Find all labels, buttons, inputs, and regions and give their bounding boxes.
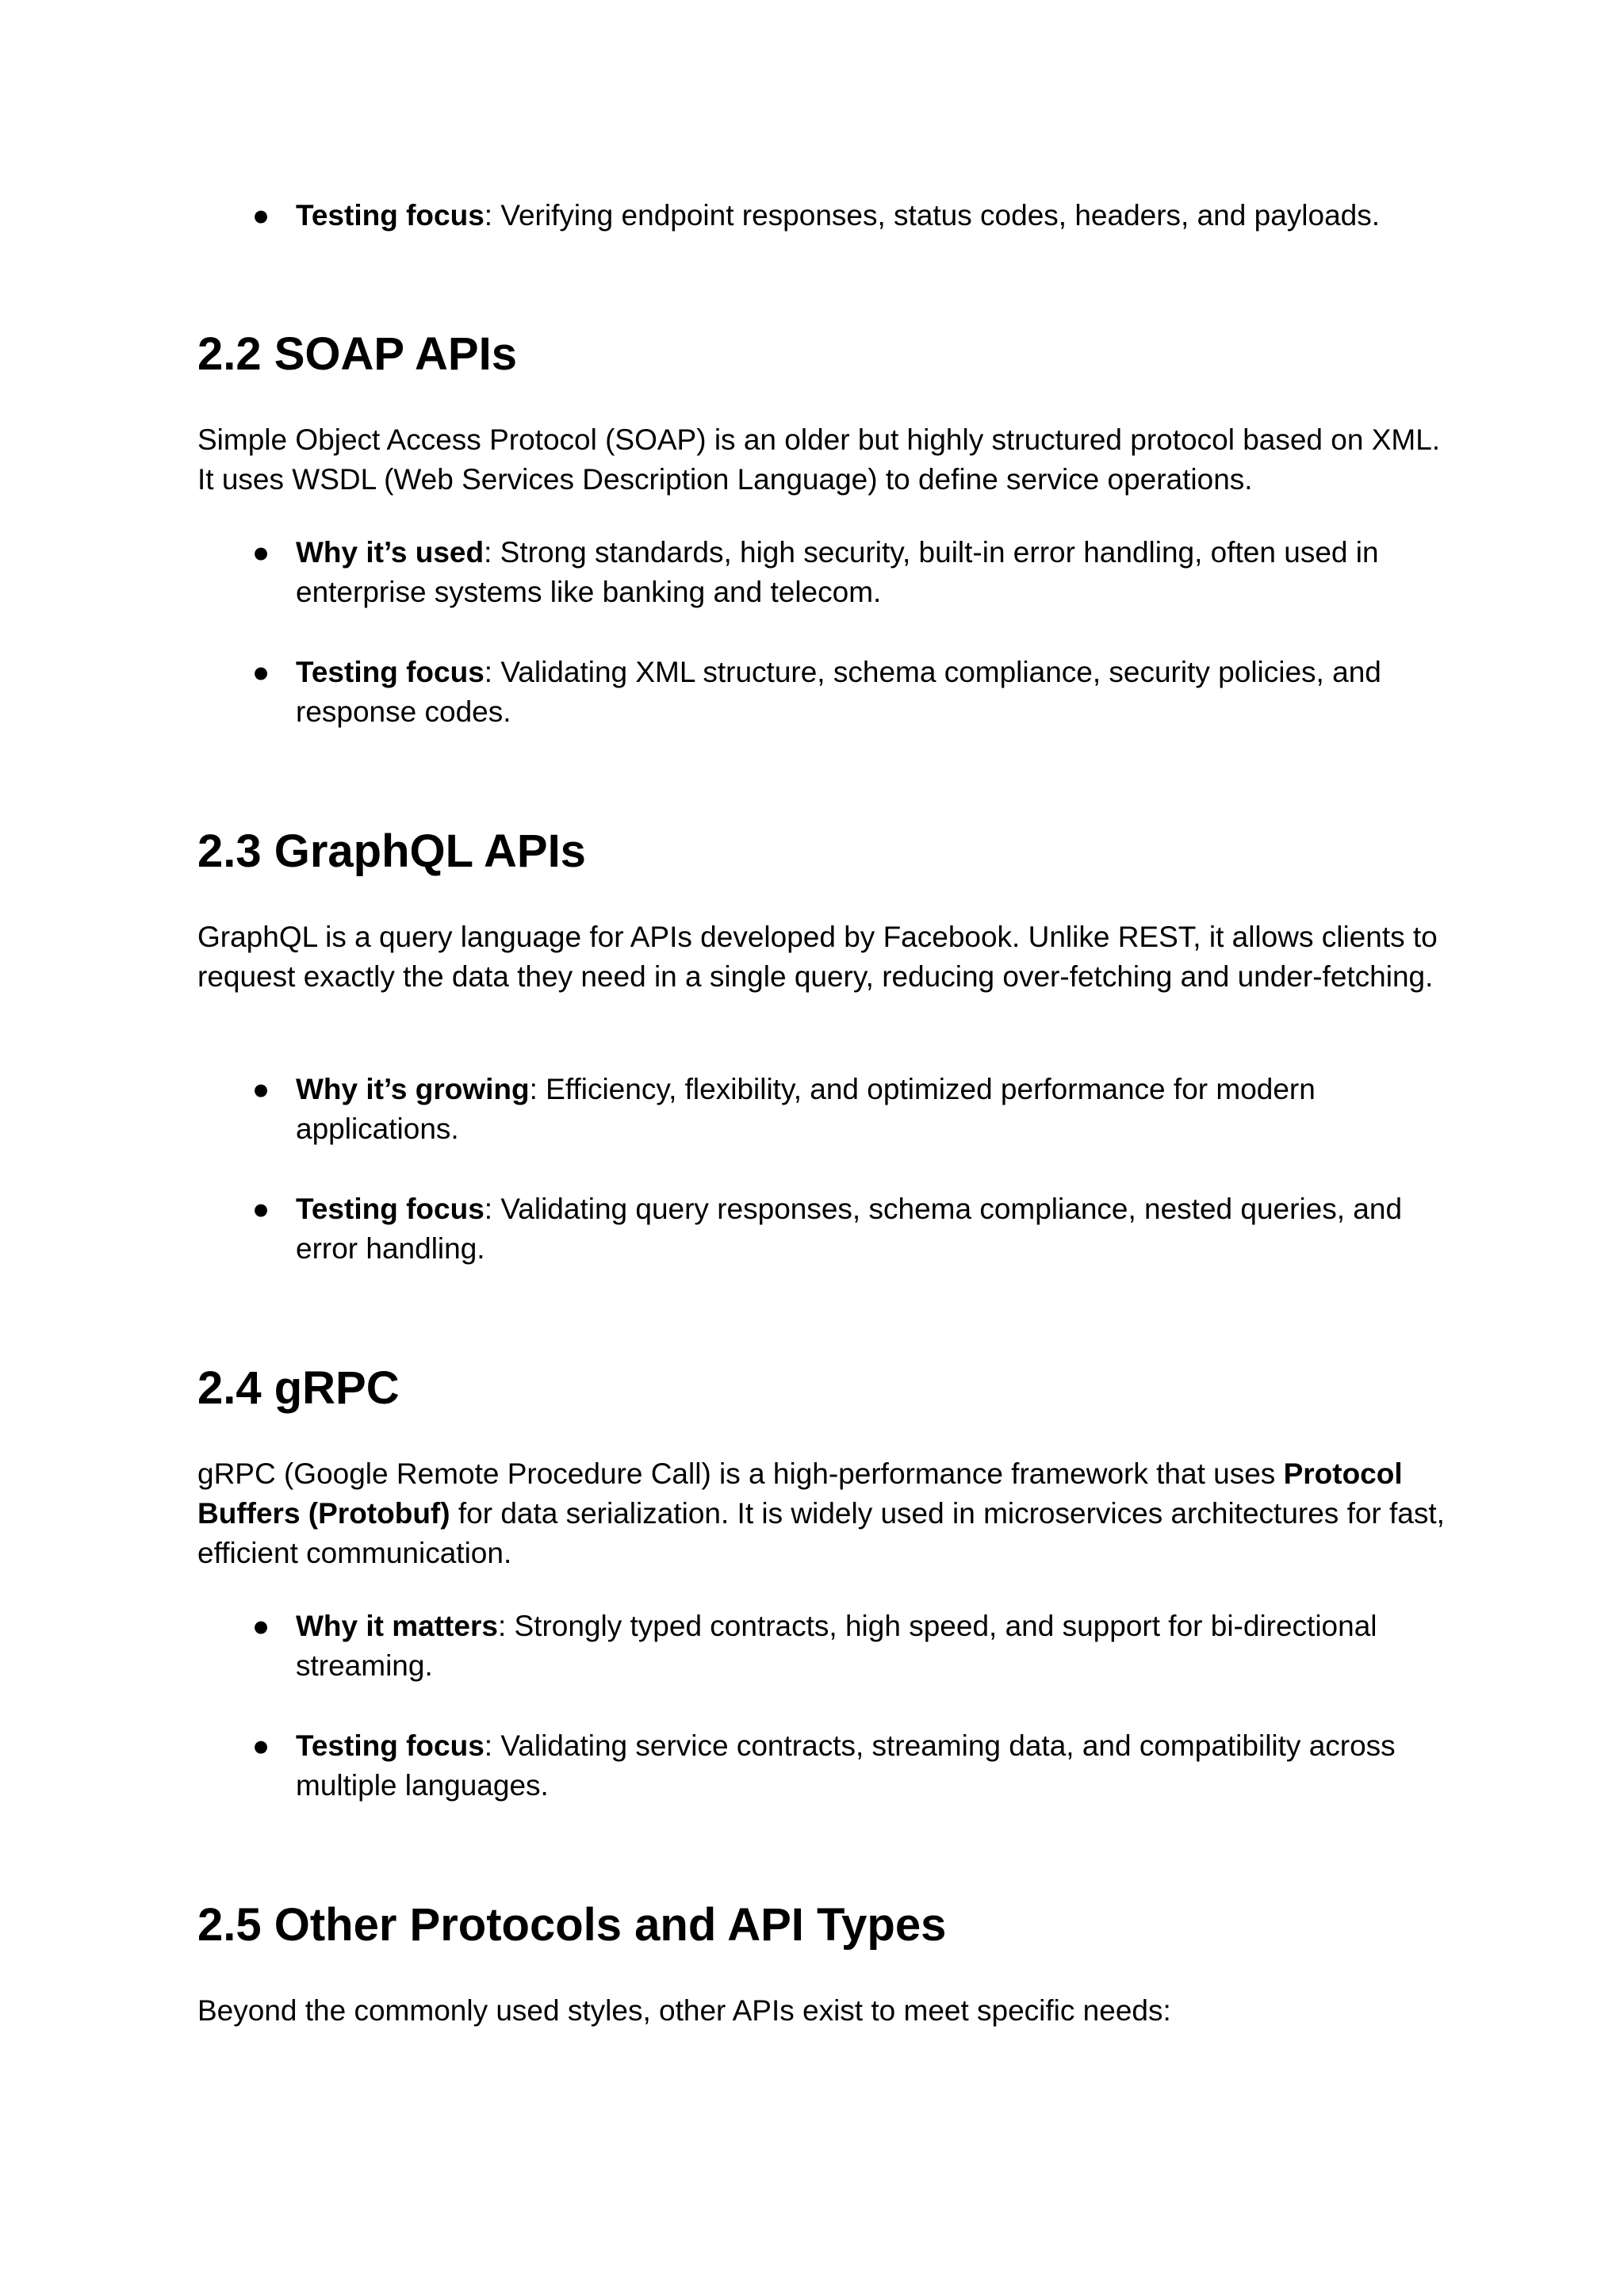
bullet-label: Why it’s used — [296, 536, 485, 569]
bullet-icon: ● — [251, 656, 270, 688]
list-item — [249, 533, 1454, 612]
bullet-text: : Validating query responses, schema compliance, nested queries, and error handling. — [296, 1193, 1403, 1265]
section-heading-graphql: 2.3 GraphQL APIs — [197, 825, 586, 877]
bullet-label: Why it matters — [296, 1610, 498, 1642]
list-item — [249, 1189, 1454, 1269]
section-heading-soap: 2.2 SOAP APIs — [197, 328, 517, 380]
bullet-text: : Efficiency, flexibility, and optimized performance for modern applications. — [296, 1073, 1316, 1145]
bullet-label: Testing focus — [296, 1193, 485, 1225]
list-item — [249, 196, 1454, 236]
section-paragraph: Simple Object Access Protocol (SOAP) is an older but highly structured protocol based on XML. It uses WSDL (Web Services Description Language) to define service operations. — [197, 423, 1441, 496]
section-paragraph: gRPC (Google Remote Procedure Call) is a high-performance framework that uses Protocol Buffers (Protobuf) for data serialization. It is widely used in microservices architectures for fast, efficient communication. — [197, 1457, 1445, 1569]
bullet-text: : Validating XML structure, schema compliance, security policies, and response codes. — [296, 656, 1381, 728]
bullet-label: Testing focus — [296, 1729, 485, 1762]
section-heading-grpc: 2.4 gRPC — [197, 1362, 400, 1414]
bullet-label: Testing focus — [296, 199, 485, 232]
bullet-text: : Validating service contracts, streaming data, and compatibility across multiple languages. — [296, 1729, 1396, 1802]
bullet-icon: ● — [251, 1610, 270, 1642]
section-paragraph: GraphQL is a query language for APIs developed by Facebook. Unlike REST, it allows clients to request exactly the data they need in a single query, reducing over-fetching and under-fetching. — [197, 921, 1438, 993]
bullet-icon: ● — [251, 1729, 270, 1762]
bold-term: Protocol Buffers (Protobuf) — [197, 1457, 1403, 1530]
bullet-icon: ● — [251, 199, 270, 232]
list-item — [249, 1726, 1454, 1806]
bullet-label: Why it’s growing — [296, 1073, 530, 1105]
bullet-icon: ● — [251, 1073, 270, 1105]
bullet-text: : Verifying endpoint responses, status codes, headers, and payloads. — [484, 199, 1381, 232]
section-heading-other-protocols: 2.5 Other Protocols and API Types — [197, 1899, 947, 1951]
bullet-icon: ● — [251, 1193, 270, 1225]
bullet-text: : Strongly typed contracts, high speed, and support for bi-directional streaming. — [296, 1610, 1377, 1682]
list-item — [249, 1607, 1454, 1686]
bullet-icon: ● — [251, 536, 270, 569]
section-paragraph: Beyond the commonly used styles, other APIs exist to meet specific needs: — [197, 1994, 1171, 2027]
bullet-label: Testing focus — [296, 656, 485, 688]
list-item — [249, 653, 1454, 732]
bullet-text: : Strong standards, high security, built-in error handling, often used in enterprise systems like banking and telecom. — [296, 536, 1379, 608]
list-item — [249, 1070, 1454, 1149]
